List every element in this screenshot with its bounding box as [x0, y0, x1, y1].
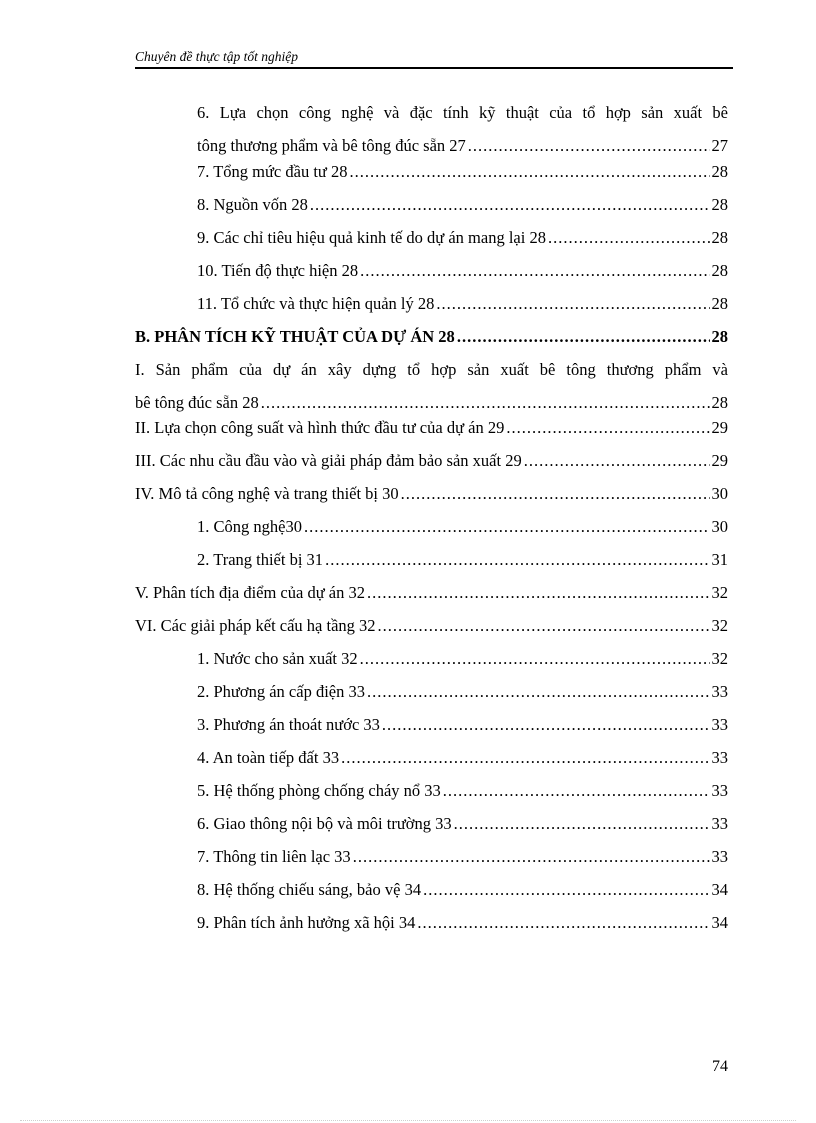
toc-entry-to-chuc-quan-ly[interactable]	[197, 287, 728, 320]
toc-page-number: 33	[711, 781, 728, 800]
toc-entry-label: 10. Tiến độ thực hiện 28	[197, 261, 359, 280]
toc-entry-chi-tieu-hieu-qua[interactable]	[197, 221, 728, 254]
toc-page-number: 32	[711, 616, 728, 635]
toc-entry-tien-do[interactable]	[197, 254, 728, 287]
toc-entry-label: 1. Nước cho sản xuất 32	[197, 649, 358, 668]
toc-entry-label: tông thương phẩm và bê tông đúc sẵn 27	[197, 136, 466, 155]
toc-page-number: 28	[711, 162, 728, 181]
toc-page-number: 28	[711, 195, 728, 214]
toc-entry-first-line: 6. Lựa chọn công nghệ và đặc tính kỹ thuật của tổ hợp sản xuất bê	[197, 103, 728, 122]
dot-leader	[457, 320, 710, 353]
toc-entry-label: 6. Giao thông nội bộ và môi trường 33	[197, 814, 452, 833]
toc-entry-dia-diem[interactable]	[135, 576, 728, 609]
toc-page-number: 28	[711, 228, 728, 247]
page-bottom-divider	[20, 1120, 796, 1121]
toc-page-number: 28	[711, 393, 728, 412]
dot-leader	[325, 543, 709, 576]
toc-entry-cap-dien[interactable]	[197, 675, 728, 708]
toc-entry-thoat-nuoc[interactable]	[197, 708, 728, 741]
dot-leader	[349, 155, 709, 188]
toc-entry-tong-muc-dau-tu[interactable]	[197, 155, 728, 188]
toc-page-number: 28	[711, 294, 728, 313]
toc-entry-label: II. Lựa chọn công suất và hình thức đầu tư của dự án 29	[135, 418, 505, 437]
toc-entry-label: 8. Nguồn vốn 28	[197, 195, 308, 214]
toc-entry-label: V. Phân tích địa điểm của dự án 32	[135, 583, 365, 602]
toc-entry-label: 8. Hệ thống chiếu sáng, bảo vệ 34	[197, 880, 422, 899]
dot-leader	[454, 807, 710, 840]
toc-entry-chieu-sang[interactable]	[197, 873, 728, 906]
toc-page-number: 33	[711, 748, 728, 767]
dot-leader	[360, 254, 709, 287]
dot-leader	[382, 708, 710, 741]
toc-entry-cong-suat[interactable]	[135, 411, 728, 444]
dot-leader	[353, 840, 710, 873]
dot-leader	[341, 741, 709, 774]
toc-entry-san-pham[interactable]	[135, 353, 728, 419]
toc-entry-nhu-cau-dau-vao[interactable]	[135, 444, 728, 477]
toc-entry-label: 9. Các chỉ tiêu hiệu quả kinh tế do dự án mang lại 28	[197, 228, 546, 247]
toc-entry-section-b[interactable]	[135, 320, 728, 353]
toc-page-number: 28	[711, 261, 728, 280]
toc-entry-label: 11. Tổ chức và thực hiện quản lý 28	[197, 294, 435, 313]
toc-entry-label: bê tông đúc sẵn 28	[135, 393, 259, 412]
toc-entry-label: 5. Hệ thống phòng chống cháy nổ 33	[197, 781, 441, 800]
dot-leader	[417, 906, 709, 939]
dot-leader	[548, 221, 710, 254]
dot-leader	[423, 873, 709, 906]
toc-entry-label: VI. Các giải pháp kết cấu hạ tầng 32	[135, 616, 376, 635]
toc-entry-label: 3. Phương án thoát nước 33	[197, 715, 380, 734]
page-number: 74	[712, 1058, 728, 1075]
toc-entry-giao-thong[interactable]	[197, 807, 728, 840]
toc-entry-lua-chon-cong-nghe[interactable]	[197, 96, 728, 162]
toc-entry-label: 7. Thông tin liên lạc 33	[197, 847, 351, 866]
dot-leader	[506, 411, 709, 444]
toc-entry-xa-hoi[interactable]	[197, 906, 728, 939]
toc-page-number: 28	[711, 327, 728, 346]
dot-leader	[443, 774, 710, 807]
toc-page-number: 34	[711, 913, 728, 932]
toc-entry-label: 2. Trang thiết bị 31	[197, 550, 324, 569]
dot-leader	[304, 510, 710, 543]
toc-page-number: 33	[711, 715, 728, 734]
toc-page-number: 33	[711, 682, 728, 701]
toc-entry-thong-tin[interactable]	[197, 840, 728, 873]
toc-entry-label: IV. Mô tả công nghệ và trang thiết bị 30	[135, 484, 399, 503]
dot-leader	[310, 188, 710, 221]
toc-entry-label: 4. An toàn tiếp đất 33	[197, 748, 340, 767]
toc-page-number: 33	[711, 814, 728, 833]
toc-entry-label: III. Các nhu cầu đầu vào và giải pháp đảm bảo sản xuất 29	[135, 451, 522, 470]
toc-page-number: 31	[711, 550, 728, 569]
toc-page-number: 32	[711, 649, 728, 668]
toc-entry-first-line: I. Sản phẩm của dự án xây dựng tổ hợp sản xuất bê tông thương phẩm và	[135, 360, 728, 379]
dot-leader	[367, 576, 710, 609]
toc-entry-label: 9. Phân tích ảnh hưởng xã hội 34	[197, 913, 416, 932]
running-header: Chuyên đề thực tập tốt nghiệp	[135, 49, 298, 64]
toc-page-number: 29	[711, 418, 728, 437]
header-divider	[135, 67, 733, 69]
toc-page-number: 32	[711, 583, 728, 602]
toc-entry-label: 1. Công nghệ30	[197, 517, 302, 536]
toc-entry-nguon-von[interactable]	[197, 188, 728, 221]
dot-leader	[367, 675, 710, 708]
toc-entry-tiep-dat[interactable]	[197, 741, 728, 774]
dot-leader	[524, 444, 710, 477]
dot-leader	[436, 287, 709, 320]
toc-entry-label: B. PHÂN TÍCH KỸ THUẬT CỦA DỰ ÁN 28	[135, 327, 455, 346]
toc-entry-label: 2. Phương án cấp điện 33	[197, 682, 365, 701]
toc-page-number: 30	[711, 484, 728, 503]
toc-page-number: 30	[711, 517, 728, 536]
toc-page-number: 27	[711, 136, 728, 155]
toc-entry-label: 7. Tổng mức đầu tư 28	[197, 162, 348, 181]
dot-leader	[401, 477, 710, 510]
toc-entry-trang-thiet-bi[interactable]	[197, 543, 728, 576]
toc-entry-nuoc-san-xuat[interactable]	[197, 642, 728, 675]
toc-page-number: 33	[711, 847, 728, 866]
toc-entry-chay-no[interactable]	[197, 774, 728, 807]
toc-entry-mo-ta-cong-nghe[interactable]	[135, 477, 728, 510]
toc-entry-ket-cau-ha-tang[interactable]	[135, 609, 728, 642]
toc-page-number: 34	[711, 880, 728, 899]
toc-page-number: 29	[711, 451, 728, 470]
dot-leader	[360, 642, 710, 675]
dot-leader	[378, 609, 710, 642]
toc-entry-cong-nghe[interactable]	[197, 510, 728, 543]
